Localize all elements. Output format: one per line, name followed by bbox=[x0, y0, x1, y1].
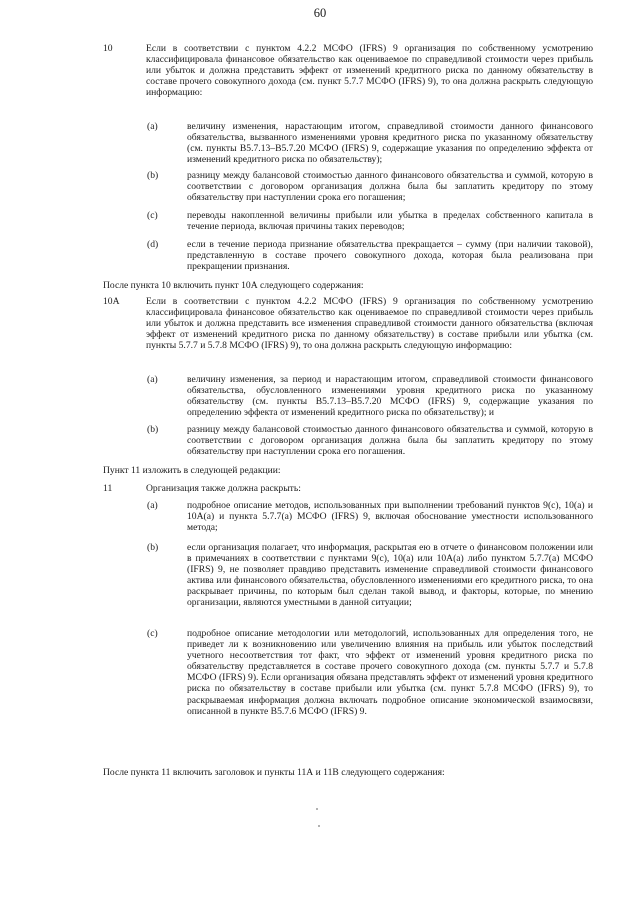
paragraph-10-item-b bbox=[147, 170, 593, 203]
item-label: (b) bbox=[147, 542, 159, 553]
item-label: (c) bbox=[147, 210, 158, 221]
paragraph-11-item-c bbox=[147, 628, 593, 717]
item-text: разницу между балансовой стоимостью данного финансового обязательства и суммой, которую в соответствии с договором организация должна была бы заплатить кредитору по этому обязательству при наступлении срока его погашения. bbox=[187, 424, 593, 458]
paragraph-text: Если в соответствии с пунктом 4.2.2 МСФО (IFRS) 9 организация по собственному усмотрению классифицировала финансовое обязательство как оцениваемое по справедливой стоимости через прибыль или убыток и должна представить все изменения справедливой стоимости данного обязательства (включая эффект от изменений кредитного риска по данному обязательству) в составе прибыли или убытка (см. пункты 5.7.7 и 5.7.8 МСФО (IFRS) 9), то она должна раскрыть следующую информацию: bbox=[146, 296, 593, 352]
item-text: подробное описание методов, использованных при выполнении требований пунктов 9(с), 10(а) и 10А(а) и пункта 5.7.7(а) МСФО (IFRS) 9, включая обоснование уместности использованного метода; bbox=[187, 500, 593, 534]
paragraph-10a-item-b bbox=[147, 424, 593, 457]
paragraph-number: 11 bbox=[103, 483, 113, 494]
paragraph-10a bbox=[103, 296, 593, 351]
item-text: переводы накопленной величины прибыли или убытка в пределах собственного капитала в течение периода, включая причины таких переводов; bbox=[187, 210, 593, 233]
paragraph-10-item-c bbox=[147, 210, 593, 232]
instruction-replace-11: Пункт 11 изложить в следующей редакции: bbox=[103, 465, 281, 476]
instruction-insert-10a: После пункта 10 включить пункт 10А следующего содержания: bbox=[103, 280, 364, 291]
item-text: подробное описание методологии или методологий, использованных для определения того, не приведет ли к возникновению или увеличению влияния на прибыль или убыток последствий учетного несоответствия тот факт, что эффект от изменений уровня кредитного риска по обязательству представляется в составе прочего совокупного дохода (см. пункты 5.7.7 и 5.7.8 МСФО (IFRS) 9). Если организация обязана представлять эффект от изменений уровня кредитного риска по обязательству в составе прибыли или убытка (см. пункт 5.7.8 МСФО (IFRS) 9), то раскрываемая информация должна включать подробное описание экономической взаимосвязи, описанной в пункте B5.7.6 МСФО (IFRS) 9. bbox=[187, 628, 593, 717]
item-label: (d) bbox=[147, 239, 159, 250]
paragraph-10-item-a bbox=[147, 121, 593, 165]
paragraph-text: Организация также должна раскрыть: bbox=[146, 483, 301, 494]
item-label: (a) bbox=[147, 374, 158, 385]
item-label: (c) bbox=[147, 628, 158, 639]
item-label: (b) bbox=[147, 424, 159, 435]
paragraph-number: 10 bbox=[103, 43, 113, 54]
instruction-insert-11a-11b: После пункта 11 включить заголовок и пункты 11А и 11В следующего содержания: bbox=[103, 767, 445, 778]
item-label: (a) bbox=[147, 121, 158, 132]
paragraph-11-item-a bbox=[147, 500, 593, 533]
paragraph-11 bbox=[103, 483, 593, 494]
paragraph-10a-item-a bbox=[147, 374, 593, 418]
page-number: 60 bbox=[313, 6, 327, 20]
item-text: величину изменения, за период и нарастающим итогом, справедливой стоимости финансового обязательства, обусловленного изменениями уровня кредитного риска по указанному обязательству (см. пункты B5.7.13–B5.7.20 МСФО (IFRS) 9, содержащие указания по определению эффекта от изменений кредитного риска по обязательству); и bbox=[187, 374, 593, 419]
item-label: (a) bbox=[147, 500, 158, 511]
item-text: величину изменения, нарастающим итогом, справедливой стоимости данного финансового обязательства, вызванного изменениями уровня кредитного риска по указанному обязательству (см. пункты B5.7.13–B5.7.20 МСФО (IFRS) 9, содержащие указания по определению эффекта от изменений кредитного риска по обязательству); bbox=[187, 121, 593, 166]
paragraph-10 bbox=[103, 43, 593, 98]
paragraph-number: 10А bbox=[103, 296, 120, 307]
item-text: если организация полагает, что информация, раскрытая ею в отчете о финансовом положении или в примечаниях в соответствии с пунктами 9(с), 10(а) или 10А(а) либо пунктом 5.7.7(а) МСФО (IFRS) 9, не позволяет правдиво представить изменение справедливой стоимости финансового актива или финансового обязательства, обусловленного изменениями его кредитного риска, то она раскрывает причины, по которым был сделан такой вывод, и факторы, которые, по мнению организации, являются уместными в данной ситуации; bbox=[187, 542, 593, 609]
scan-speck bbox=[316, 808, 318, 810]
paragraph-10-item-d bbox=[147, 239, 593, 272]
paragraph-text: Если в соответствии с пунктом 4.2.2 МСФО (IFRS) 9 организация по собственному усмотрению классифицировала финансовое обязательство как оцениваемое по справедливой стоимости через прибыль или убыток и должна представить эффект от изменений кредитного риска по данному обязательству в составе прочего совокупного дохода (см. пункт 5.7.7 МСФО (IFRS) 9), то она должна раскрыть следующую информацию: bbox=[146, 43, 593, 99]
item-text: если в течение периода признание обязательства прекращается – сумму (при наличии таковой), представленную в составе прочего совокупного дохода, которая была реализована при прекращении признания. bbox=[187, 239, 593, 273]
scan-speck bbox=[318, 825, 320, 827]
item-label: (b) bbox=[147, 170, 159, 181]
item-text: разницу между балансовой стоимостью данного финансового обязательства и суммой, которую в соответствии с договором организация должна была бы заплатить кредитору по этому обязательству при наступлении срока его погашения; bbox=[187, 170, 593, 204]
paragraph-11-item-b bbox=[147, 542, 593, 609]
